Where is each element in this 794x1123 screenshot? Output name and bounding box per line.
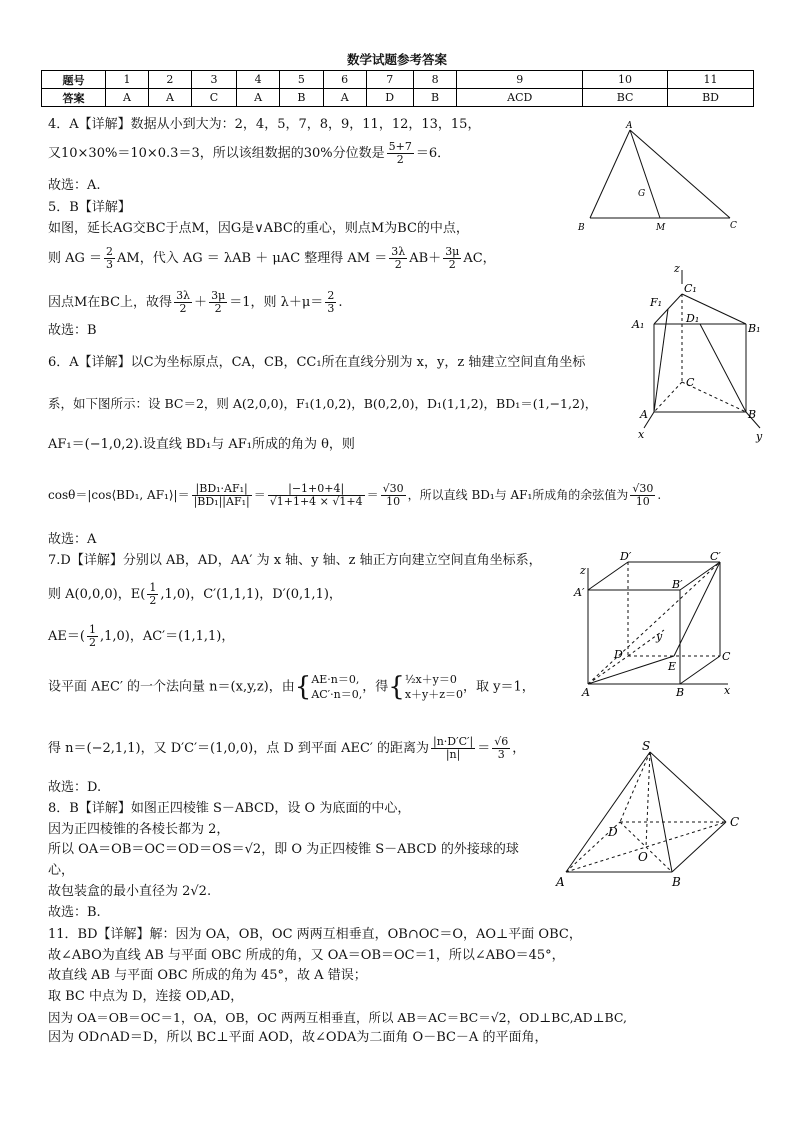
diagonal-line [674, 562, 720, 656]
table-cell: 6 [323, 71, 366, 89]
answer-table [41, 70, 754, 107]
q8-line-4: 心， [48, 863, 75, 878]
q7-text: ， [512, 741, 526, 756]
table-cell: A [148, 89, 191, 107]
figure-label: D′ [620, 550, 632, 563]
q7-text: ,1,0)，C′(1,1,1)，D′(0,1,1)， [160, 587, 342, 602]
figure-label: C₁ [684, 282, 697, 295]
q6-line-5: 故选：A [48, 532, 97, 547]
figure-label: A [556, 875, 565, 889]
prism-figure [620, 262, 770, 444]
figure-label: B′ [672, 578, 683, 591]
figure-label: z [674, 262, 680, 275]
fraction-denominator: 2 [448, 258, 456, 271]
answer-table-header-row [42, 71, 754, 89]
fraction-numerator: 3λ [176, 289, 191, 302]
table-answer-label: 答案 [42, 89, 106, 107]
fraction-denominator: 2 [179, 302, 187, 315]
fraction-denominator: |BD₁||AF₁| [193, 495, 250, 508]
fraction-denominator: 2 [396, 153, 404, 166]
q5-fraction [325, 290, 336, 315]
fraction-numerator: 1 [149, 581, 157, 594]
q6-text: ，所以直线 BD₁与 AF₁所成角的余弦值为 [407, 488, 629, 502]
fraction-denominator: 10 [386, 495, 401, 508]
q7-text: ,1,0)，AC′＝(1,1,1)， [99, 629, 235, 644]
page-title: 数学试题参考答案 [346, 52, 447, 67]
q4-line-3: 故选：A. [48, 178, 101, 193]
fraction-numerator: 5+7 [388, 140, 412, 153]
q7-line-2 [48, 582, 342, 607]
figure-label: C [730, 815, 740, 829]
pyramid-edge [650, 752, 672, 872]
q6-fraction [630, 483, 655, 508]
table-cell: 8 [413, 71, 457, 89]
q6-fraction [381, 483, 406, 508]
figure-label: G [638, 189, 646, 199]
q11-line-5: 因为 OA＝OB＝OC＝1，OA，OB，OC 两两互相垂直，所以 AB＝AC＝BC＝√2，OD⊥BC,AD⊥BC, [48, 1010, 627, 1025]
q6-text: . [657, 488, 662, 502]
q5-text: ＝1，则 λ＋μ＝ [229, 295, 324, 310]
fraction-numerator: √30 [632, 482, 654, 495]
q8-line-3: 所以 OA＝OB＝OC＝OD＝OS＝√2，即 O 为正四棱锥 S－ABCD 的外接球的球 [48, 842, 519, 857]
figure-label: y [756, 430, 763, 443]
brace-icon: { [388, 672, 405, 702]
pyramid-figure [550, 740, 750, 890]
q6-text: cosθ＝|cos⟨BD₁, AF₁⟩|＝ [48, 488, 190, 502]
q5-text: AB＋ [409, 251, 442, 266]
q7-fraction [492, 736, 510, 761]
q11-line-3: 故直线 AB 与平面 OBC 所成的角为 45°，故 A 错误； [48, 968, 367, 983]
table-cell: 1 [106, 71, 149, 89]
q5-text: AC， [463, 251, 496, 266]
table-cell: B [413, 89, 457, 107]
figure-label: B₁ [748, 322, 761, 335]
q8-line-5: 故包装盒的最小直径为 2√2. [48, 884, 212, 899]
q5-line-5: 故选：B [48, 323, 97, 338]
q8-line-1: 8．B【详解】如图正四棱锥 S－ABCD，设 O 为底面的中心， [48, 801, 411, 816]
q5-text: 因点M在BC上，故得 [48, 295, 173, 310]
height-line [646, 752, 650, 847]
fraction-denominator: 3 [497, 748, 505, 761]
q4-line-2 [48, 141, 450, 166]
table-cell: D [366, 89, 413, 107]
q6-line-3: AF₁＝(−1,0,2).设直线 BD₁与 AF₁所成的角为 θ，则 [48, 437, 355, 452]
q4-fraction [387, 141, 414, 166]
q5-text: AM，代入 AG ＝ λAB ＋ μAC 整理得 AM ＝ [117, 251, 388, 266]
figure-label: C [722, 650, 731, 663]
q6-line-4 [48, 483, 661, 508]
q7-text: ，得 [362, 679, 389, 695]
equation: x＋y＋z＝0 [404, 688, 464, 701]
equation: ½x＋y＝0 [404, 673, 457, 686]
diagonal-line [588, 562, 720, 684]
pyramid-edge [672, 822, 726, 872]
table-cell: 4 [237, 71, 280, 89]
cube-edge [588, 562, 628, 590]
figure-label: O [638, 850, 648, 864]
fraction-numerator: |−1+0+4| [268, 483, 365, 496]
q7-equation-system [405, 672, 463, 702]
table-cell: 9 [457, 71, 583, 89]
q7-line-3 [48, 624, 234, 649]
fraction-denominator: 3 [327, 302, 335, 315]
figure-label: x [724, 684, 731, 697]
q5-line-4 [48, 290, 342, 315]
diagonal-line [700, 324, 746, 412]
q11-line-6: 因为 OD∩AD＝D，所以 BC⊥平面 AOD，故∠ODA为二面角 O－BC－A 的平面角， [48, 1030, 548, 1045]
fraction-denominator: 10 [635, 495, 650, 508]
triangle-edge [590, 130, 630, 218]
figure-label: A [626, 121, 633, 131]
figure-label: B [578, 223, 585, 233]
fraction-denominator: √1+1+4 × √1+4 [269, 495, 363, 508]
q7-line-6: 故选：D. [48, 780, 102, 795]
q6-fraction [268, 483, 365, 508]
q6-text: ＝ [366, 488, 379, 502]
figure-label: D [614, 648, 623, 661]
q7-line-4 [48, 672, 535, 702]
figure-label: B [676, 686, 685, 698]
fraction-denominator: 2 [214, 302, 222, 315]
table-cell: 11 [668, 71, 754, 89]
figure-label: z [580, 564, 586, 577]
table-cell: C [191, 89, 236, 107]
figure-label: A₁ [632, 318, 645, 331]
table-cell: A [237, 89, 280, 107]
figure-label: A [640, 408, 648, 421]
q5-line-3 [48, 246, 496, 271]
q7-text: 设平面 AEC′ 的一个法向量 n＝(x,y,z)，由 [48, 679, 295, 695]
table-cell: 10 [583, 71, 668, 89]
q4-text: ＝6． [415, 146, 451, 161]
q7-fraction [147, 582, 158, 607]
q7-line-5 [48, 736, 525, 761]
fraction-numerator: √6 [494, 735, 509, 748]
figure-label: D [608, 825, 618, 839]
table-cell: BC [583, 89, 668, 107]
cube-edge [680, 656, 720, 684]
q11-line-1: 11．BD【详解】解：因为 OA，OB，OC 两两互相垂直，OB∩OC＝O，AO⊥平面 OBC， [48, 927, 582, 942]
figure-label: A [582, 686, 590, 698]
table-cell: B [280, 89, 324, 107]
fraction-denominator: 2 [149, 594, 157, 607]
q4-text: 又10×30%＝10×0.3＝3，所以该组数据的30%分位数是 [48, 146, 385, 161]
table-cell: A [106, 89, 149, 107]
figure-label: D₁ [686, 312, 700, 325]
fraction-denominator: |n| [445, 748, 461, 761]
hidden-edge [620, 752, 650, 822]
figure-label: C [730, 221, 737, 231]
q5-text: ＋ [194, 295, 208, 310]
equation: AE·n＝0, [311, 673, 360, 686]
table-cell: A [323, 89, 366, 107]
q5-fraction [389, 246, 407, 271]
figure-label: M [656, 223, 666, 233]
q7-equation-system [311, 672, 362, 702]
fraction-numerator: 2 [106, 245, 114, 258]
fraction-numerator: 2 [327, 289, 335, 302]
q7-text: AE＝( [48, 629, 85, 644]
q7-text: 则 A(0,0,0)，E( [48, 587, 146, 602]
figure-label: F₁ [650, 296, 663, 309]
q5-fraction [104, 246, 115, 271]
fraction-numerator: 3μ [445, 245, 460, 258]
fraction-denominator: 2 [88, 636, 96, 649]
table-cell: 3 [191, 71, 236, 89]
q7-fraction [87, 624, 98, 649]
q7-text: ，取 y＝1， [463, 679, 535, 695]
q7-line-1: 7.D【详解】分别以 AB，AD，AA′ 为 x 轴、y 轴、z 轴正方向建立空间直角坐标系， [48, 553, 542, 568]
cube-edge [680, 562, 720, 590]
fraction-numerator: 1 [88, 623, 96, 636]
q8-line-6: 故选：B. [48, 905, 101, 920]
table-cell: 2 [148, 71, 191, 89]
q5-text: 则 AG ＝ [48, 251, 103, 266]
fraction-numerator: √30 [382, 482, 404, 495]
figure-label: C [686, 376, 695, 389]
fraction-numerator: |n·D′C′| [432, 735, 474, 748]
hidden-edge [654, 382, 682, 412]
answer-table-answer-row [42, 89, 754, 107]
q7-fraction [431, 736, 475, 761]
q6-fraction [192, 483, 252, 508]
q7-text: 得 n＝(−2,1,1)，又 D′C′＝(1,0,0)，点 D 到平面 AEC′ 的距离为 [48, 741, 429, 756]
table-cell: BD [668, 89, 754, 107]
q5-text: . [338, 295, 343, 310]
figure-label: S [642, 740, 651, 753]
equation: AC′·n＝0, [311, 688, 363, 701]
fraction-numerator: 3λ [391, 245, 406, 258]
fraction-denominator: 2 [394, 258, 402, 271]
q5-fraction [174, 290, 192, 315]
fraction-numerator: 3μ [211, 289, 226, 302]
q8-line-2: 因为正四棱锥的各棱长都为 2， [48, 822, 230, 837]
figure-label: A′ [574, 586, 585, 599]
q5-fraction [443, 246, 461, 271]
q6-line-2: 系，如下图所示：设 BC＝2，则 A(2,0,0)，F₁(1,0,2)，B(0,2,0)，D₁(1,1,2)，BD₁＝(1,−1,2)， [48, 396, 598, 411]
diagonal-line [588, 656, 677, 684]
figure-label: x [638, 428, 645, 441]
q4-line-1: 4．A【详解】数据从小到大为：2，4，5，7，8，9，11，12，13，15， [48, 117, 481, 132]
fraction-denominator: 3 [106, 258, 114, 271]
q5-line-1: 5．B【详解】 [48, 200, 131, 215]
table-cell: 5 [280, 71, 324, 89]
brace-icon: { [294, 672, 312, 702]
q7-text: ＝ [477, 741, 491, 756]
triangle-figure [570, 118, 750, 236]
figure-label: B [748, 408, 757, 421]
q11-line-4: 取 BC 中点为 D，连接 OD,AD， [48, 989, 244, 1004]
figure-label: B [672, 875, 681, 889]
fraction-numerator: |BD₁·AF₁| [192, 483, 252, 496]
figure-label: E [668, 660, 677, 673]
q11-line-2: 故∠ABO为直线 AB 与平面 OBC 所成的角，又 OA＝OB＝OC＝1，所以∠ABO＝45°， [48, 948, 565, 963]
q6-text: ＝ [253, 488, 266, 502]
figure-label: y [656, 630, 663, 643]
cube-figure [570, 548, 750, 698]
table-cell: ACD [457, 89, 583, 107]
q5-line-2: 如图，延长AG交BC于点M，因G是∨ABC的重心，则点M为BC的中点， [48, 221, 469, 236]
q5-fraction [209, 290, 227, 315]
table-cell: 7 [366, 71, 413, 89]
q6-line-1: 6．A【详解】以C为坐标原点，CA，CB，CC₁所在直线分别为 x，y，z 轴建立空间直角坐标 [48, 355, 586, 370]
figure-label: C′ [710, 550, 721, 563]
table-header-label: 题号 [42, 71, 106, 89]
